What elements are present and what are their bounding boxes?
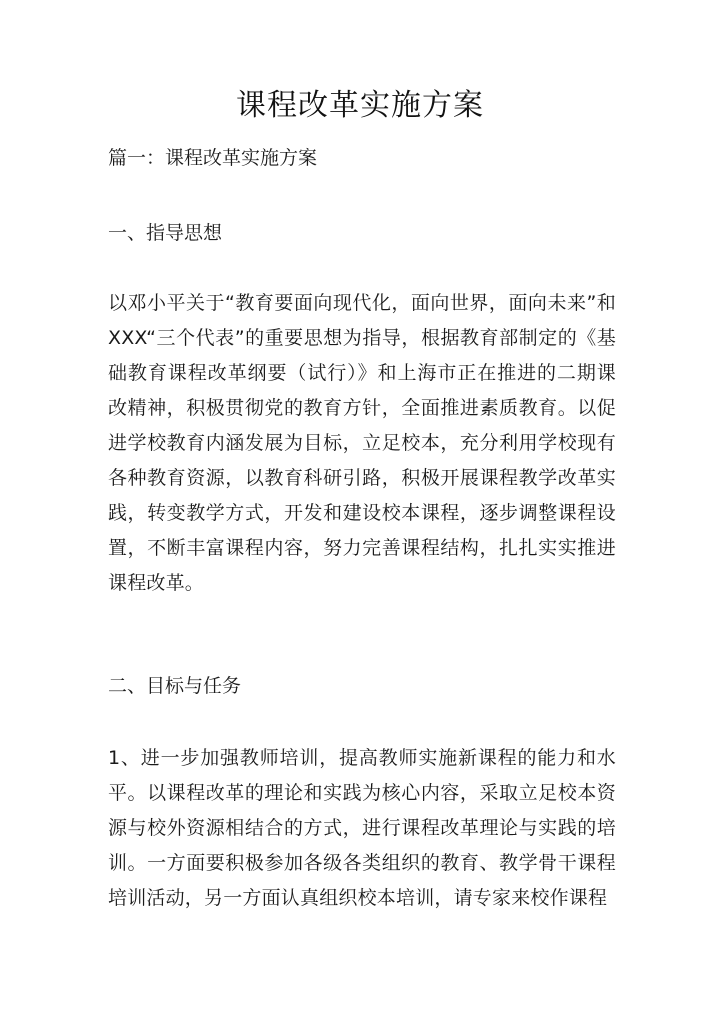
section-heading-goals-tasks: 二、目标与任务 — [108, 675, 242, 697]
section-paragraph-guiding-ideology: 以邓小平关于“教育要面向现代化，面向世界，面向未来”和XXX“三个代表”的重要思想为指导，根据教育部制定的《基础教育课程改革纲要（试行）》和上海市正在推进的二期课改精神，积极贯彻党的教育方针，全面推进素质教育。以促进学校教育内涵发展为目标，立足校本，充分利用学校现有各种教育资源，以教育科研引路，积极开展课程教学改革实践，转变教学方式，开发和建设校本课程，逐步调整课程设置，不断丰富课程内容，努力完善课程结构，扎扎实实推进课程改革。 — [108, 292, 616, 594]
document-title: 课程改革实施方案 — [236, 88, 484, 123]
section-paragraph-goals-tasks: 1、进一步加强教师培训，提高教师实施新课程的能力和水平。以课程改革的理论和实践为核心内容，采取立足校本资源与校外资源相结合的方式，进行课程改革理论与实践的培训。一方面要积极参加各级各类组织的教育、教学骨干课程培训活动，另一方面认真组织校本培训，请专家来校作课程 — [108, 747, 616, 909]
document-subtitle: 篇一：课程改革实施方案 — [108, 147, 318, 169]
section-heading-guiding-ideology: 一、指导思想 — [108, 222, 223, 244]
